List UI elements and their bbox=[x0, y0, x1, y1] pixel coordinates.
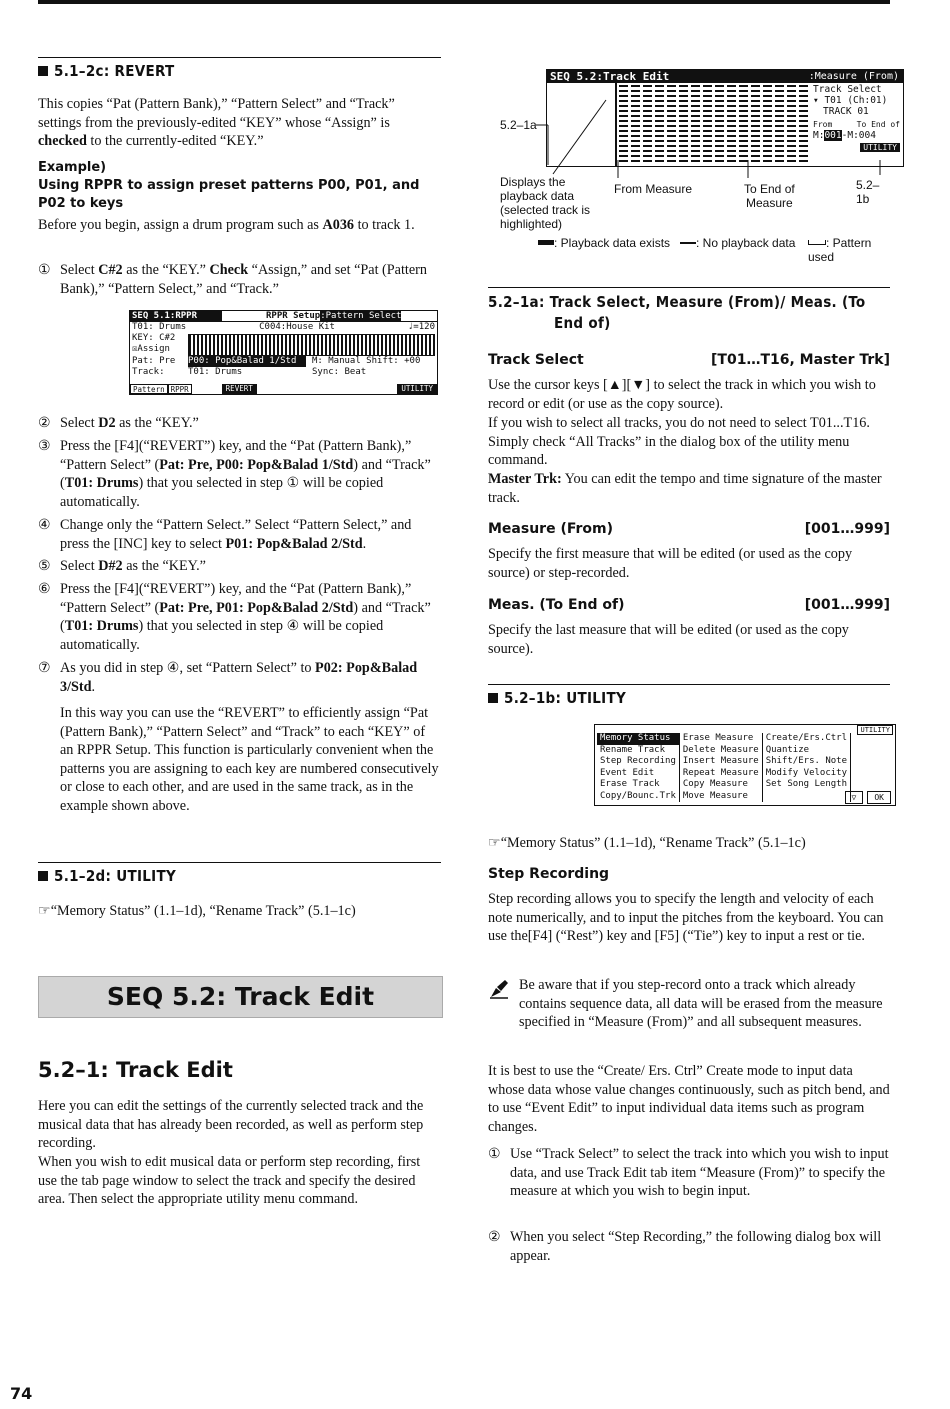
example-title: Using RPPR to assign preset patterns P00, P01, and P02 to keys bbox=[38, 178, 420, 211]
utility-menu-item[interactable]: Step Recording bbox=[597, 756, 679, 768]
utility-menu-item[interactable]: Quantize bbox=[762, 745, 850, 757]
step-recording-desc: Step recording allows you to specify the length and velocity of each note numerically, and to input the pitches from the keyboard. You can use the[F4] (“Rest”) key and [F5] (“Tie”) key to input a rest or tie. bbox=[488, 891, 884, 945]
callout-5-2-1a: 5.2–1a bbox=[500, 118, 537, 132]
utility-menu-item[interactable]: Repeat Measure bbox=[679, 768, 762, 780]
utility-menu-item[interactable]: Move Measure bbox=[679, 791, 762, 803]
lcd-rppr-pat: Pat: Pre bbox=[132, 356, 176, 366]
caption-from-measure: From Measure bbox=[614, 182, 693, 196]
step-recording-tip: It is best to use the “Create/ Ers. Ctrl” Create mode to input data whose data whose value changes continuously, such as pitch bend, and to use “Event Edit” to input individual data items such as program changes. bbox=[488, 1063, 890, 1135]
utility-menu-item[interactable]: Rename Track bbox=[597, 745, 679, 757]
lcd-track-name: TRACK 01 bbox=[823, 106, 869, 117]
top-rule bbox=[38, 0, 890, 4]
caption-playback-data: Displays the playback data (selected track is highlighted) bbox=[500, 175, 591, 231]
utility-menu-table bbox=[597, 733, 851, 802]
utility-menu-item[interactable]: Copy/Bounc.Trk bbox=[597, 791, 679, 803]
legend-playback-exists: : Playback data exists bbox=[538, 236, 670, 250]
rppr-lcd-screen bbox=[129, 310, 438, 395]
utility-menu-item[interactable]: Event Edit bbox=[597, 768, 679, 780]
lcd-rppr-tab: RPPR Setup bbox=[266, 311, 321, 321]
utility-menu-item[interactable]: Shift/Ers. Note bbox=[762, 756, 850, 768]
utility-reference-5-1: ☞“Memory Status” (1.1–1d), “Rename Track” (5.1–1c) bbox=[38, 903, 356, 919]
utility-menu-tag: UTILITY bbox=[857, 725, 893, 735]
section-heading-utility-5-1: 5.1–2d: UTILITY bbox=[38, 862, 441, 885]
example-label: Example) bbox=[38, 160, 107, 175]
utility-menu-row bbox=[597, 791, 851, 803]
step-3: ③ Press the [F4](“REVERT”) key, and the “Pat (Pattern Bank),” “Pattern Select” (Pat: Pre, P00: Pop&Balad 1/Std) and “Track” (T01: Drums) that you selected in step ① will be copied automatically. bbox=[38, 438, 431, 510]
heading-step-recording: Step Recording bbox=[488, 866, 610, 882]
chapter-title: SEQ 5.2: Track Edit bbox=[38, 976, 443, 1018]
lcd-track-select-label: Track Select bbox=[813, 84, 882, 95]
lcd-rppr-track-label: Track: bbox=[132, 367, 165, 377]
utility-menu-row bbox=[597, 733, 851, 745]
caption-to-end-of-measure: To End of Measure bbox=[744, 182, 795, 210]
revert-summary: In this way you can use the “REVERT” to efficiently assign “Pat (Pattern Bank),” “Pattern Select” and “Track” to each “KEY” of an RPPR Setup. This function is particularly convenient when the patterns you are assigning to each key are numbered consecutively or close to each other, and are used in the same track, as in the example shown above. bbox=[60, 705, 439, 814]
lcd-measure-range: M:001-M:004 bbox=[813, 130, 876, 141]
utility-menu-item[interactable]: Copy Measure bbox=[679, 779, 762, 791]
section-heading-revert: 5.1–2c: REVERT bbox=[38, 57, 441, 80]
step-6: ⑥ Press the [F4](“REVERT”) key, and the “Pat (Pattern Bank),” “Pattern Select” (Pat: Pre, P01: Pop&Balad 2/Std) and “Track” (T01: Drums) that you selected in step ④ will be copied automatically. bbox=[38, 581, 431, 653]
lcd-rppr-tab-pattern: Pattern bbox=[130, 384, 168, 394]
track-edit-intro-1: Here you can edit the settings of the currently selected track and the musical data that has already been recorded, as well as perform step recording. bbox=[38, 1098, 424, 1152]
section-heading-utility-5-2: 5.2–1b: UTILITY bbox=[488, 684, 890, 707]
utility-menu-item[interactable]: Set Song Length bbox=[762, 779, 850, 791]
lcd-rppr-assign: ☒Assign bbox=[132, 344, 170, 354]
lcd-track-select-value: ▾ T01 (Ch:01) bbox=[813, 95, 888, 106]
utility-menu-item[interactable]: Delete Measure bbox=[679, 745, 762, 757]
step-1: ① Select C#2 as the “KEY.” Check “Assign,” and set “Pat (Pattern Bank),” “Pattern Select,” and “Track.” bbox=[38, 262, 427, 297]
lcd-keyboard bbox=[188, 334, 435, 356]
lcd-rppr-tab-rppr: RPPR bbox=[168, 384, 192, 394]
param-track-select: Track Select [T01…T16, Master Trk] bbox=[488, 352, 890, 368]
lcd-rppr-sync: Sync: Beat bbox=[312, 367, 367, 377]
lcd-track-edit-title: SEQ 5.2:Track Edit bbox=[547, 70, 690, 83]
lcd-utility-button: UTILITY bbox=[860, 143, 900, 152]
lcd-rppr-revert-button: REVERT bbox=[222, 384, 257, 394]
section-title-track-edit: 5.2–1: Track Edit bbox=[38, 1058, 233, 1082]
utility-menu-row bbox=[597, 756, 851, 768]
section-heading-track-select: 5.2–1a: Track Select, Measure (From)/ Meas. (To End of) bbox=[488, 287, 890, 334]
step-recording-step-1: ① Use “Track Select” to select the track into which you wish to input data, and use Track Edit tab item “Measure (From)” to specify the measure at which you wish to begin input. bbox=[488, 1146, 889, 1200]
utility-menu-item[interactable]: Modify Velocity bbox=[762, 768, 850, 780]
legend-pattern-used: : Pattern used bbox=[808, 236, 872, 264]
utility-menu-item[interactable]: Erase Measure bbox=[679, 733, 762, 745]
step-4: ④ Change only the “Pattern Select.” Select “Pattern Select,” and press the [INC] key to select P01: Pop&Balad 2/Std. bbox=[38, 517, 412, 552]
utility-menu-item[interactable] bbox=[762, 791, 850, 803]
measure-from-desc: Specify the first measure that will be edited (or used as the copy source) or step-recorded. bbox=[488, 546, 853, 581]
step-5: ⑤ Select D#2 as the “KEY.” bbox=[38, 558, 206, 574]
utility-menu-row bbox=[597, 768, 851, 780]
track-edit-intro-2: When you wish to edit musical data or perform step recording, first use the tab page window to select the track and specify the desired area. Then select the appropriate utility menu command. bbox=[38, 1154, 421, 1208]
lcd-rppr-key: KEY: C#2 bbox=[132, 333, 176, 343]
utility-menu-item[interactable]: Insert Measure bbox=[679, 756, 762, 768]
utility-menu-item[interactable]: Create/Ers.Ctrl bbox=[762, 733, 850, 745]
lcd-rppr-mode: M: Manual Shift: +00 bbox=[312, 356, 421, 366]
track-select-desc-2: If you wish to select all tracks, you do not need to select T01...T16. Simply check “All Tracks” in the dialog box of the utility menu command. bbox=[488, 415, 870, 469]
track-select-desc-1: Use the cursor keys [▲][▼] to select the track in which you wish to record or edit (or use as the copy source). bbox=[488, 377, 876, 412]
utility-reference-5-2: ☞“Memory Status” (1.1–1d), “Rename Track” (5.1–1c) bbox=[488, 835, 806, 851]
legend-no-playback: : No playback data bbox=[680, 236, 795, 250]
lcd-to-label: To End of bbox=[856, 120, 900, 129]
lcd-rppr-track: T01: Drums bbox=[132, 322, 187, 332]
utility-menu-lcd bbox=[594, 724, 896, 806]
step-recording-caution: Be aware that if you step-record onto a track which already contains sequence data, all data will be erased from the measure specified in “Measure (From)” and all subsequent measures. bbox=[519, 977, 883, 1031]
example-intro: Before you begin, assign a drum program such as A036 to track 1. bbox=[38, 217, 415, 233]
callout-5-2-1b: 5.2–1b bbox=[856, 178, 880, 206]
step-7: ⑦ As you did in step ④, set “Pattern Select” to P02: Pop&Balad 3/Std. bbox=[38, 660, 418, 695]
utility-menu-item[interactable]: Memory Status bbox=[597, 733, 679, 745]
track-select-desc-master: Master Trk: You can edit the tempo and time signature of the master track. bbox=[488, 471, 882, 506]
param-measure-from: Measure (From) [001…999] bbox=[488, 521, 890, 537]
lcd-rppr-tab-sub: :Pattern Select bbox=[320, 311, 402, 321]
step-recording-step-2: ② When you select “Step Recording,” the following dialog box will appear. bbox=[488, 1229, 882, 1264]
menu-scroll-down-icon: ▽ bbox=[845, 791, 864, 805]
step-2: ② Select D2 as the “KEY.” bbox=[38, 415, 199, 431]
lcd-rppr-utility-button: UTILITY bbox=[397, 384, 437, 394]
revert-description: This copies “Pat (Pattern Bank),” “Pattern Select” and “Track” settings from the previously-edited “KEY” whose “Assign” is checked to the currently-edited “KEY.” bbox=[38, 96, 395, 150]
utility-menu-item[interactable]: Erase Track bbox=[597, 779, 679, 791]
lcd-from-label: From bbox=[813, 120, 833, 129]
menu-ok-button: OK bbox=[867, 791, 891, 805]
utility-menu-row bbox=[597, 779, 851, 791]
lcd-rppr-program: C004:House Kit bbox=[259, 322, 335, 332]
page-number: 74 bbox=[10, 1384, 33, 1403]
meas-to-end-desc: Specify the last measure that will be edited (or used as the copy source). bbox=[488, 622, 849, 657]
utility-menu-row bbox=[597, 745, 851, 757]
lcd-rppr-tempo: ♩=120 bbox=[407, 322, 435, 332]
lcd-rppr-pattern: P00: Pop&Balad 1/Std bbox=[188, 356, 306, 367]
lcd-rppr-track-val: T01: Drums bbox=[188, 367, 243, 377]
lcd-rppr-title: SEQ 5.1:RPPR bbox=[130, 311, 222, 322]
param-meas-to-end: Meas. (To End of) [001…999] bbox=[488, 597, 890, 613]
lcd-track-edit-tab: :Measure (From) bbox=[690, 70, 903, 83]
